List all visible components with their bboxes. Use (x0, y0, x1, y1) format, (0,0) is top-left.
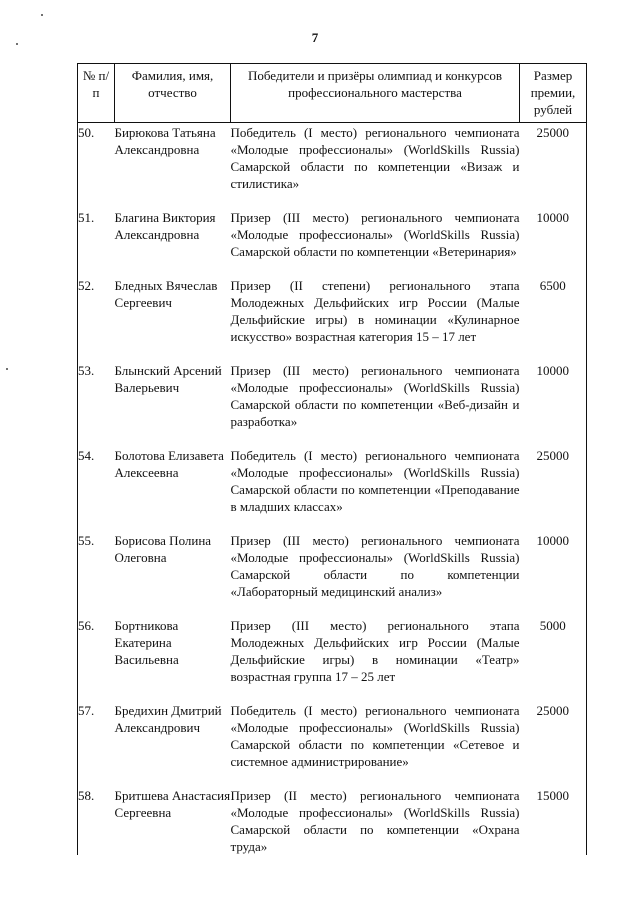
table-row (78, 447, 587, 515)
spacer-cell (78, 345, 115, 362)
table-row (78, 702, 587, 770)
row-number: 58. (78, 787, 115, 855)
achievement-text: Призер (III место) регионального этапа Молодежных Дельфийских игр России (Малые Дельфийские игры) в номинации «Театр» возрастная группа 17 – 25 лет (230, 618, 520, 684)
spacer-cell (78, 600, 115, 617)
spacer-cell (520, 685, 587, 702)
row-spacer (78, 260, 587, 277)
spacer-cell (231, 600, 520, 617)
row-spacer (78, 685, 587, 702)
person-name: Бритшева Анастасия Сергеевна (114, 788, 231, 820)
table-row (78, 787, 587, 855)
table-row (78, 617, 587, 685)
person-name: Бредихин Дмитрий Александрович (114, 703, 222, 735)
spacer-cell (115, 600, 231, 617)
prize-amount: 6500 (520, 277, 587, 345)
table-row (78, 209, 587, 260)
row-spacer (78, 770, 587, 787)
spacer-cell (115, 515, 231, 532)
spacer-cell (231, 192, 520, 209)
scan-speck (16, 43, 18, 45)
spacer-cell (520, 260, 587, 277)
table-row (78, 277, 587, 345)
row-number: 54. (78, 447, 115, 515)
row-number: 55. (78, 532, 115, 600)
person-name: Болотова Елизавета Алексеевна (114, 448, 224, 480)
header-num: № п/п (78, 64, 115, 123)
row-number: 50. (78, 123, 115, 193)
person-name: Бледных Вячеслав Сергеевич (114, 278, 218, 310)
scan-speck (6, 368, 8, 370)
spacer-cell (115, 430, 231, 447)
spacer-cell (115, 345, 231, 362)
achievement-text: Призер (III место) регионального чемпионата «Молодые профессионалы» (WorldSkills Russia) Самарской области по компетенции «Ветеринария» (230, 210, 520, 259)
spacer-cell (78, 430, 115, 447)
person-name: Благина Виктория Александровна (114, 210, 216, 242)
table-row (78, 362, 587, 430)
header-achievement: Победители и призёры олимпиад и конкурсов профессионального мастерства (231, 64, 520, 123)
spacer-cell (520, 515, 587, 532)
spacer-cell (520, 345, 587, 362)
spacer-cell (520, 430, 587, 447)
spacer-cell (115, 192, 231, 209)
spacer-cell (231, 430, 520, 447)
prize-amount: 10000 (520, 532, 587, 600)
spacer-cell (78, 192, 115, 209)
table-row (78, 532, 587, 600)
spacer-cell (231, 770, 520, 787)
spacer-cell (115, 260, 231, 277)
page-number: 7 (311, 30, 319, 45)
spacer-cell (115, 770, 231, 787)
achievement-text: Призер (III место) регионального чемпионата «Молодые профессионалы» (WorldSkills Russia) Самарской области по компетенции «Веб-дизайн и разработка» (230, 363, 520, 429)
scan-speck (41, 14, 43, 16)
achievement-text: Победитель (I место) регионального чемпионата «Молодые профессионалы» (WorldSkills Russia) Самарской области по компетенции «Сетевое и системное администрирование» (230, 703, 520, 769)
row-number: 56. (78, 617, 115, 685)
prize-amount: 10000 (520, 362, 587, 430)
spacer-cell (231, 685, 520, 702)
row-spacer (78, 600, 587, 617)
spacer-cell (520, 770, 587, 787)
row-spacer (78, 345, 587, 362)
prize-amount: 25000 (520, 702, 587, 770)
spacer-cell (78, 260, 115, 277)
row-number: 52. (78, 277, 115, 345)
spacer-cell (78, 770, 115, 787)
spacer-cell (231, 515, 520, 532)
row-spacer (78, 430, 587, 447)
table-header (78, 64, 587, 123)
achievement-text: Призер (III место) регионального чемпионата «Молодые профессионалы» (WorldSkills Russia) Самарской области по компетенции «Лабораторный медицинский анализ» (230, 533, 520, 599)
prize-amount: 15000 (520, 787, 587, 855)
header-prize: Размер премии, рублей (520, 64, 587, 123)
spacer-cell (520, 192, 587, 209)
prize-amount: 5000 (520, 617, 587, 685)
person-name: Блынский Арсений Валерьевич (114, 363, 222, 395)
spacer-cell (231, 345, 520, 362)
spacer-cell (520, 600, 587, 617)
header-name: Фамилия, имя, отчество (115, 64, 231, 123)
person-name: Борисова Полина Олеговна (114, 533, 212, 565)
achievement-text: Победитель (I место) регионального чемпионата «Молодые профессионалы» (WorldSkills Russia) Самарской области по компетенции «Визаж и стилистика» (230, 125, 520, 191)
person-name: Бортникова Екатерина Васильевна (114, 618, 179, 667)
spacer-cell (78, 685, 115, 702)
row-number: 57. (78, 702, 115, 770)
spacer-cell (115, 685, 231, 702)
prize-amount: 25000 (520, 447, 587, 515)
achievement-text: Призер (II место) регионального чемпионата «Молодые профессионалы» (WorldSkills Russia) Самарской области по компетенции «Охрана труда» (230, 788, 520, 854)
row-spacer (78, 192, 587, 209)
awards-table (77, 63, 587, 855)
row-number: 51. (78, 209, 115, 260)
prize-amount: 25000 (520, 123, 587, 193)
spacer-cell (78, 515, 115, 532)
prize-amount: 10000 (520, 209, 587, 260)
table-row (78, 123, 587, 193)
achievement-text: Победитель (I место) регионального чемпионата «Молодые профессионалы» (WorldSkills Russia) Самарской области по компетенции «Преподавание в младших классах» (230, 448, 520, 514)
achievement-text: Призер (II степени) регионального этапа Молодежных Дельфийских игр России (Малые Дельфийские игры) в номинации «Кулинарное искусство» возрастная категория 15 – 17 лет (230, 278, 520, 344)
person-name: Бирюкова Татьяна Александровна (114, 125, 216, 157)
spacer-cell (231, 260, 520, 277)
table-body (78, 123, 587, 856)
row-number: 53. (78, 362, 115, 430)
row-spacer (78, 515, 587, 532)
